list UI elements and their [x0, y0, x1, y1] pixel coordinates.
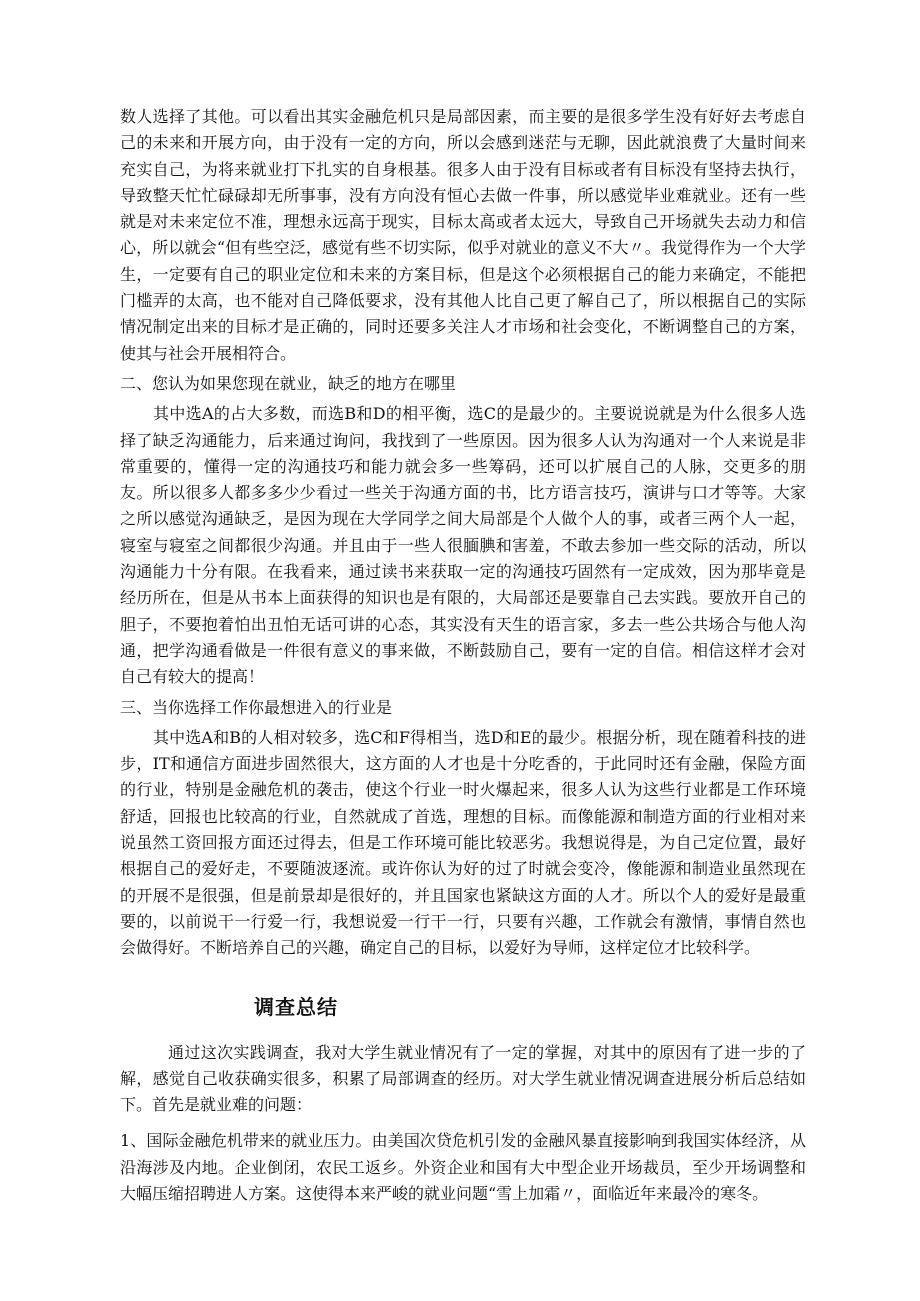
paragraph-career-planning: 数人选择了其他。可以看出其实金融危机只是局部因素，而主要的是很多学生没有好好去考虑自己的未来和开展方向，由于没有一定的方向，所以会感到迷茫与无聊，因此就浪费了大量时间来充实自己，为将来就业打下扎实的自身根基。很多人由于没有目标或者有目标没有坚持去执行，导致整天忙忙碌碌却无所事事，没有方向没有恒心去做一件事，所以感觉毕业难就业。还有一些就是对未来定位不准，理想永远高于现实，目标太高或者太远大，导致自己开场就失去动力和信心，所以就会“但有些空泛，感觉有些不切实际，似乎对就业的意义不大〃。我觉得作为一个大学生，一定要有自己的职业定位和未来的方案目标，但是这个必须根据自己的能力来确定，不能把门槛弄的太高，也不能对自己降低要求，没有其他人比自己更了解自己了，所以根据自己的实际情况制定出来的目标才是正确的，同时还要多关注人才市场和社会变化，不断调整自己的方案，使其与社会开展相符合。 — [120, 107, 806, 363]
paragraph-summary-intro: 通过这次实践调查，我对大学生就业情况有了一定的掌握，对其中的原因有了进一步的了解，感觉自己收获确实很多，积累了局部调查的经历。对大学生就业情况调查进展分析后总结如下。首先是就业难的问题： — [120, 1042, 806, 1115]
paragraph-financial-crisis-pressure: 1、国际金融危机带来的就业压力。由美国次贷危机引发的金融风暴直接影响到我国实体经济，从沿海涉及内地。企业倒闭，农民工返乡。外资企业和国有大中型企业开场裁员，至少开场调整和大幅压缩招聘进人方案。这使得本来严峻的就业问题“雪上加霜〃，面临近年来最冷的寒冬。 — [120, 1131, 806, 1203]
question-2-heading: 二、您认为如果您现在就业，缺乏的地方在哪里 — [120, 373, 457, 393]
question-3-heading: 三、当你选择工作你最想进入的行业是 — [120, 697, 393, 717]
paragraph-industry-choice: 其中选A和B的人相对较多，选C和F得相当，选D和E的最少。根据分析，现在随着科技的进步，IT和通信方面进步固然很大，这方面的人才也是十分吃香的，于此同时还有金融，保险方面的行业，特别是金融危机的袭击，使这个行业一时火爆起来，很多人认为这些行业都是工作环境舒适，回报也比较高的行业，自然就成了首选，理想的目标。而像能源和制造方面的行业相对来说虽然工资回报方面还过得去，但是工作环境可能比较恶劣。我想说得是，为自己定位置，最好根据自己的爱好走，不要随波逐流。或许你认为好的过了时就会变冷，像能源和制造业虽然现在的开展不是很强，但是前景却是很好的，并且国家也紧缺这方面的人才。所以个人的爱好是最重要的，以前说干一行爱一行，我想说爱一行干一行，只要有兴趣，工作就会有激情，事情自然也会做得好。不断培养自己的兴趣，确定自己的目标，以爱好为导师，这样定位才比较科学。 — [120, 727, 806, 958]
paragraph-communication-skills: 其中选A的占大多数，而选B和D的相平衡，选C的是最少的。主要说说就是为什么很多人选择了缺乏沟通能力，后来通过询问，我找到了一些原因。因为很多人认为沟通对一个人来说是非常重要的，懂得一定的沟通技巧和能力就会多一些筹码，还可以扩展自己的人脉，交更多的朋友。所以很多人都多多少少看过一些关于沟通方面的书，比方语言技巧，演讲与口才等等。大家之所以感觉沟通缺乏，是因为现在大学同学之间大局部是个人做个人的事，或者三两个人一起，寝室与寝室之间都很少沟通。并且由于一些人很腼腆和害羞，不敢去参加一些交际的活动，所以沟通能力十分有限。在我看来，通过读书来获取一定的沟通技巧固然有一定成效，因为那毕竟是经历所在，但是从书本上面获得的知识也是有限的，大局部还是要靠自己去实践。要放开自己的胆子，不要抱着怕出丑怕无话可讲的心态，其实没有天生的语言家，多去一些公共场合与他人沟通，把学沟通看做是一件很有意义的事来做，不断鼓励自己，要有一定的自信。相信这样才会对自己有较大的提高！ — [120, 404, 806, 687]
summary-title: 调查总结 — [254, 994, 338, 1019]
document-page — [120, 104, 806, 1207]
